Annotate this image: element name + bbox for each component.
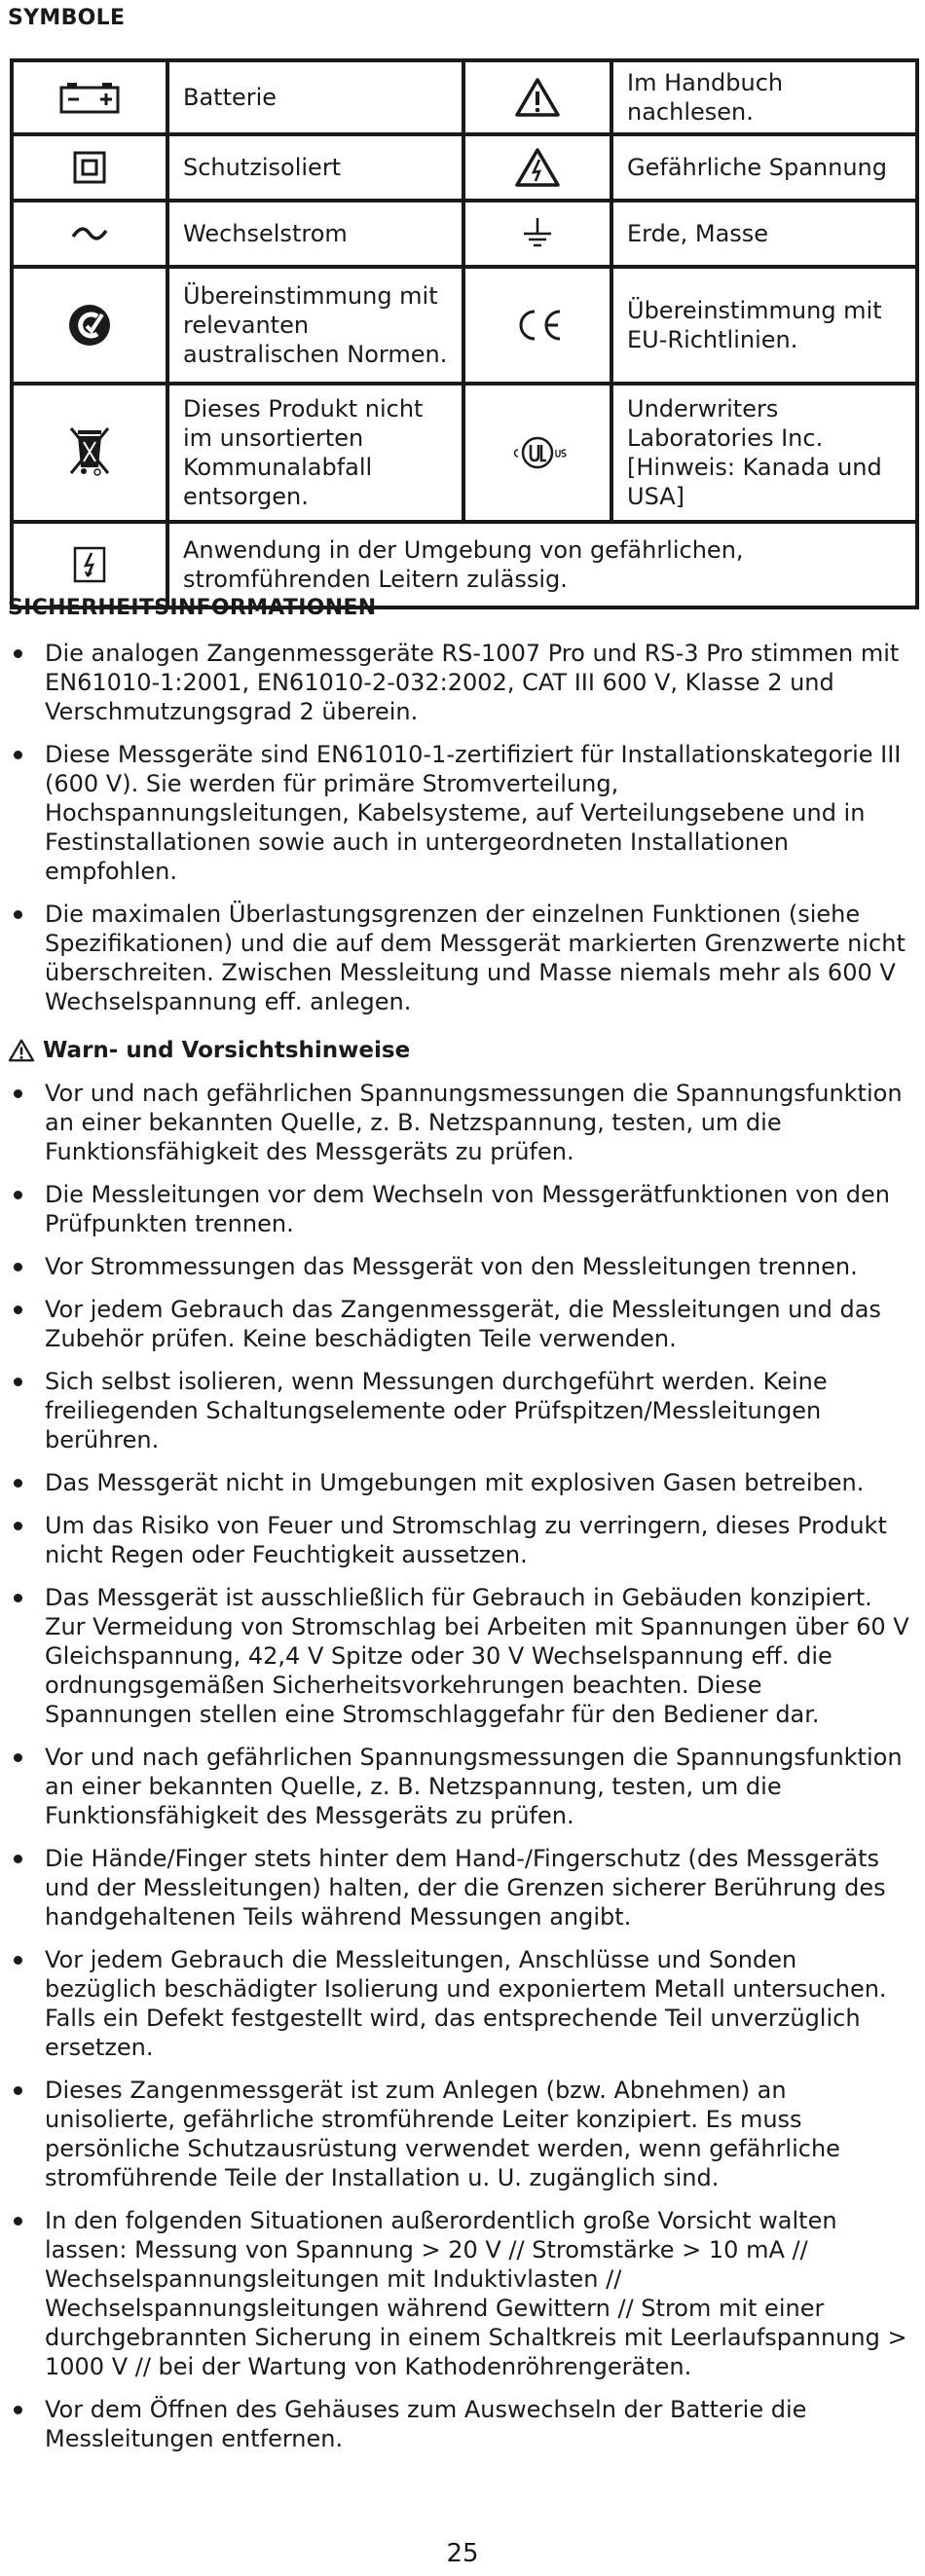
list-item: Vor Strommessungen das Messgerät von den Messleitungen trennen. xyxy=(10,1252,915,1281)
warnings-heading-row xyxy=(8,1038,410,1063)
symbols-heading: SYMBOLE xyxy=(8,6,126,30)
list-item: Die maximalen Überlastungsgrenzen der einzelnen Funktionen (siehe Spezifikationen) und die auf dem Messgerät markierten Grenzwerte nicht überschreiten. Zwischen Messleitung und Masse niemals mehr als 600 V Wechselspannung eff. anlegen. xyxy=(10,900,915,1016)
symbol-australian-label: Übereinstimmung mit relevanten australischen Normen. xyxy=(167,267,463,384)
list-item: Vor dem Öffnen des Gehäuses zum Auswechseln der Batterie die Messleitungen entfernen. xyxy=(10,2395,915,2453)
symbol-live-conductors-label: Anwendung in der Umgebung von gefährlichen, stromführenden Leitern zulässig. xyxy=(167,522,917,607)
safety-list xyxy=(10,639,915,1030)
list-item: Vor und nach gefährlichen Spannungsmessungen die Spannungsfunktion an einer bekannten Quelle, z. B. Netzspannung, testen, um die Funktionsfähigkeit des Messgeräts zu prüfen. xyxy=(10,1743,915,1830)
list-item: Vor und nach gefährlichen Spannungsmessungen die Spannungsfunktion an einer bekannten Quelle, z. B. Netzspannung, testen, um die Funktionsfähigkeit des Messgeräts zu prüfen. xyxy=(10,1079,915,1166)
list-item: In den folgenden Situationen außerordentlich große Vorsicht walten lassen: Messung von Spannung > 20 V // Stromstärke > 10 mA // Wechselspannungsleitungen mit Induktivlasten // Wechselspannungsleitungen während Gewittern // Strom mit einer durchgebrannten Sicherung in einem Schaltkreis mit Leerlaufspannung > 1000 V // bei der Wartung von Kathodenröhrengeräten. xyxy=(10,2206,915,2381)
ac-wave-icon xyxy=(12,201,167,267)
warnings-list xyxy=(10,1079,915,2467)
crossed-bin-icon xyxy=(12,384,167,522)
ground-icon xyxy=(463,201,611,267)
live-conductor-icon xyxy=(12,522,167,607)
symbol-manual-label: Im Handbuch nachlesen. xyxy=(611,60,917,134)
list-item: Das Messgerät nicht in Umgebungen mit explosiven Gasen betreiben. xyxy=(10,1468,915,1497)
list-item: Vor jedem Gebrauch die Messleitungen, Anschlüsse und Sonden bezüglich beschädigter Isolierung und exponiertem Metall untersuchen. Falls ein Defekt festgestellt wird, das entsprechende Teil unverzüglich ersetzen. xyxy=(10,1945,915,2062)
list-item: Das Messgerät ist ausschließlich für Gebrauch in Gebäuden konzipiert. Zur Vermeidung von Stromschlag bei Arbeiten mit Spannungen über 60 V Gleichspannung, 42,4 V Spitze oder 30 V Wechselspannung eff. die ordnungsgemäßen Sicherheitsvorkehrungen beachten. Diese Spannungen stellen eine Stromschlaggefahr für den Bediener dar. xyxy=(10,1583,915,1729)
symbol-ac-label: Wechselstrom xyxy=(167,201,463,267)
symbol-earth-label: Erde, Masse xyxy=(611,201,917,267)
list-item: Dieses Zangenmessgerät ist zum Anlegen (bzw. Abnehmen) an unisolierte, gefährliche stromführende Leiter konzipiert. Es muss persönliche Schutzausrüstung verwendet werden, wenn gefährliche stromführende Teile der Installation u. U. zugänglich sind. xyxy=(10,2076,915,2192)
battery-icon xyxy=(12,60,167,134)
warnings-heading: Warn- und Vorsichtshinweise xyxy=(43,1038,411,1063)
symbols-table xyxy=(10,58,919,609)
symbol-eu-label: Übereinstimmung mit EU-Richtlinien. xyxy=(611,267,917,384)
list-item: Die Messleitungen vor dem Wechseln von Messgerätfunktionen von den Prüfpunkten trennen. xyxy=(10,1180,915,1238)
list-item: Die Hände/Finger stets hinter dem Hand-/Fingerschutz (des Messgeräts und der Messleitungen) halten, der die Grenzen sicherer Berührung des handgehaltenen Teils während Messungen angibt. xyxy=(10,1844,915,1932)
symbol-ul-label: Underwriters Laboratories Inc. [Hinweis: Kanada und USA] xyxy=(611,384,917,522)
page-number: 25 xyxy=(446,2539,479,2568)
symbol-insulated-label: Schutzisoliert xyxy=(167,134,463,201)
list-item: Vor jedem Gebrauch das Zangenmessgerät, die Messleitungen und das Zubehör prüfen. Keine beschädigten Teile verwenden. xyxy=(10,1295,915,1353)
high-voltage-icon xyxy=(463,134,611,201)
symbol-dangerous-voltage-label: Gefährliche Spannung xyxy=(611,134,917,201)
list-item: Die analogen Zangenmessgeräte RS-1007 Pro und RS-3 Pro stimmen mit EN61010-1:2001, EN61010-2-032:2002, CAT III 600 V, Klasse 2 und Verschmutzungsgrad 2 überein. xyxy=(10,639,915,726)
caution-triangle-icon xyxy=(463,60,611,134)
list-item: Um das Risiko von Feuer und Stromschlag zu verringern, dieses Produkt nicht Regen oder Feuchtigkeit aussetzen. xyxy=(10,1511,915,1569)
double-insulation-icon xyxy=(12,134,167,201)
symbol-battery-label: Batterie xyxy=(167,60,463,134)
list-item: Sich selbst isolieren, wenn Messungen durchgeführt werden. Keine freiliegenden Schaltungselemente oder Prüfspitzen/Messleitungen berühren. xyxy=(10,1367,915,1454)
c-tick-mark-icon xyxy=(12,267,167,384)
cul-us-listing-icon xyxy=(463,384,611,522)
safety-heading: SICHERHEITSINFORMATIONEN xyxy=(8,596,377,620)
ce-mark-icon xyxy=(463,267,611,384)
list-item: Diese Messgeräte sind EN61010-1-zertifiziert für Installationskategorie III (600 V). Sie werden für primäre Stromverteilung, Hochspannungsleitungen, Kabelsysteme, auf Verteilungsebene und in Festinstallationen sowie auch in untergeordneten Installationen empfohlen. xyxy=(10,740,915,886)
caution-triangle-icon xyxy=(8,1039,35,1062)
symbol-weee-label: Dieses Produkt nicht im unsortierten Kommunalabfall entsorgen. xyxy=(167,384,463,522)
